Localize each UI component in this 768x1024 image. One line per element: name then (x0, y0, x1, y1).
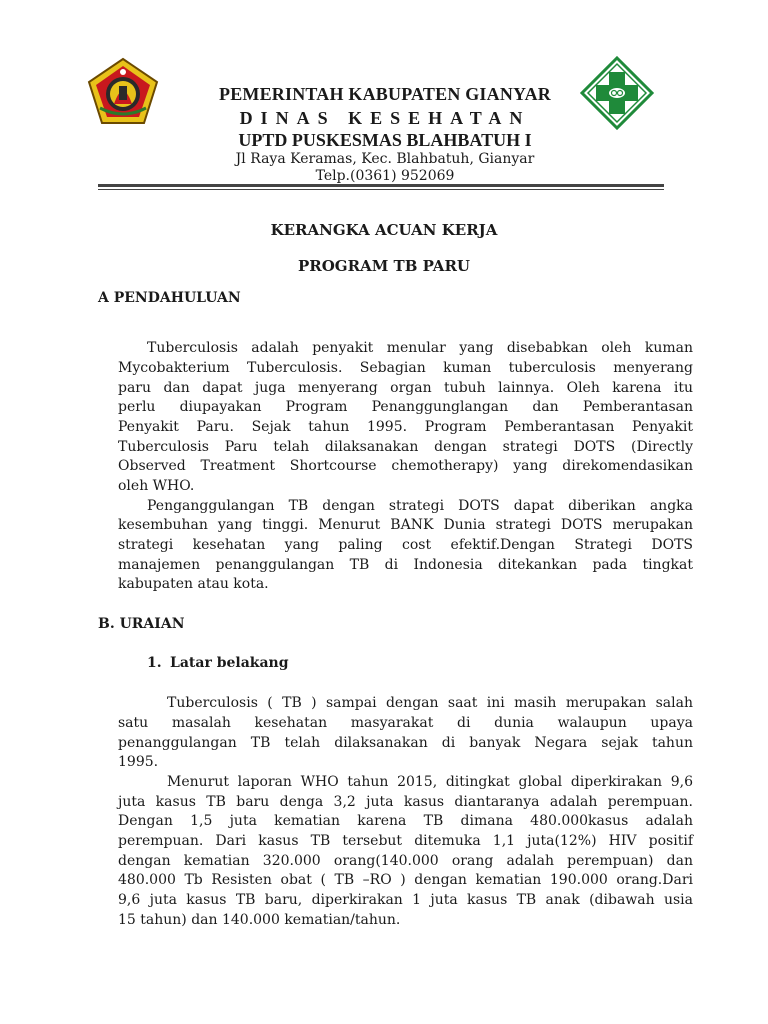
text-line: Tuberculosis adalah penyakit menular yang disebabkan oleh kuman (147, 340, 693, 356)
text-line: 480.000 Tb Resisten obat ( TB –RO ) dengan kematian 190.000 orang.Dari (118, 872, 693, 888)
document-subtitle: PROGRAM TB PARU (298, 257, 470, 275)
text-line: Mycobakterium Tuberculosis. Sebagian kuman tuberculosis menyerang (118, 360, 693, 376)
text-line: Penganggulangan TB dengan strategi DOTS dapat diberikan angka (147, 498, 693, 514)
text-line: dengan kematian 320.000 orang(140.000 orang adalah perempuan) dan (118, 853, 693, 869)
section-a-heading: A PENDAHULUAN (98, 290, 241, 306)
text-line: perempuan. Dari kasus TB tersebut ditemuka 1,1 juta(12%) HIV positif (118, 833, 693, 849)
subsection-number: 1. (147, 655, 162, 671)
header-rule-thin (98, 189, 664, 190)
text-line: manajemen penanggulangan TB di Indonesia ditekankan pada tingkat (118, 557, 693, 573)
text-line: juta kasus TB baru denga 3,2 juta kasus diantaranya adalah perempuan. (118, 794, 693, 810)
text-line: kabupaten atau kota. (118, 576, 269, 592)
text-line: oleh WHO. (118, 478, 195, 494)
text-line: Tuberculosis Paru telah dilaksanakan dengan strategi DOTS (Directly (118, 439, 693, 455)
text-line: Dengan 1,5 juta kematian karena TB dimana 480.000kasus adalah (118, 813, 693, 829)
text-line: satu masalah kesehatan masyarakat di dunia walaupun upaya (118, 715, 693, 731)
document-title: KERANGKA ACUAN KERJA (270, 221, 498, 239)
header-institution: UPTD PUSKESMAS BLAHBATUH I (238, 130, 532, 150)
text-line: perlu diupayakan Program Penanggunglangan dan Pemberantasan (118, 399, 693, 415)
text-line: Menurut laporan WHO tahun 2015, ditingkat global diperkirakan 9,6 (167, 774, 693, 790)
text-line: strategi kesehatan yang paling cost efektif.Dengan Strategi DOTS (118, 537, 693, 553)
text-line: paru dan dapat juga menyerang organ tubuh lainnya. Oleh karena itu (118, 380, 693, 396)
header-government: PEMERINTAH KABUPATEN GIANYAR (219, 84, 551, 104)
header-department: DINAS KESEHATAN (239, 108, 531, 128)
text-line: 9,6 juta kasus TB baru, diperkirakan 1 juta kasus TB anak (dibawah usia (118, 892, 693, 908)
text-line: 1995. (118, 754, 159, 770)
text-line: penanggulangan TB telah dilaksanakan di banyak Negara sejak tahun (118, 735, 693, 751)
text-line: kesembuhan yang tinggi. Menurut BANK Dunia strategi DOTS merupakan (118, 517, 693, 533)
text-line: Penyakit Paru. Sejak tahun 1995. Program Pemberantasan Penyakit (118, 419, 693, 435)
gianyar-emblem-logo (86, 56, 160, 126)
subsection-title: Latar belakang (170, 655, 289, 671)
header-phone: Telp.(0361) 952069 (315, 168, 455, 184)
section-b-heading: B. URAIAN (98, 616, 185, 632)
header-rule-thick (98, 184, 664, 187)
header-address: Jl Raya Keramas, Kec. Blahbatuh, Gianyar (235, 151, 535, 167)
text-line: Observed Treatment Shortcourse chemotherapy) yang direkomendasikan (118, 458, 693, 474)
text-line: 15 tahun) dan 140.000 kematian/tahun. (118, 912, 401, 928)
text-line: Tuberculosis ( TB ) sampai dengan saat ini masih merupakan salah (167, 695, 693, 711)
